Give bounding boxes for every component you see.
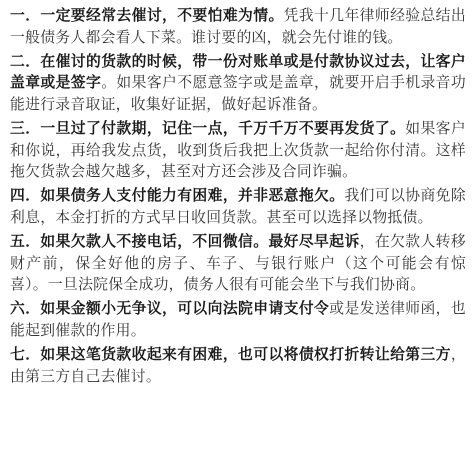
paragraph-5-text: ，在欠款人转移财产前，保全好他的房子、车子、与银行账户（这个可能会有惊喜）。一旦法院保全成功，债务人很有可能会坐下与我们协商。 (10, 232, 466, 294)
paragraph-1 (10, 5, 466, 48)
paragraph-2-number: 二． (10, 52, 41, 70)
paragraph-5 (10, 231, 466, 296)
paragraph-7-text: ，由第三方自己去催讨。 (10, 345, 466, 385)
paragraph-2-bold: 在催讨的货款的时候，带一份对账单或是付款协议过去，让客户盖章或是签字 (10, 52, 466, 92)
paragraph-7 (10, 344, 466, 387)
paragraph-4-bold: 如果债务人支付能力有困难，并非恶意拖欠。 (40, 187, 345, 205)
paragraph-1-bold: 一定要经常去催讨，不要怕难为情。 (40, 7, 284, 24)
paragraph-3 (10, 118, 466, 183)
paragraph-7-number: 七． (10, 345, 41, 363)
paragraph-4 (10, 185, 466, 228)
paragraph-6-number: 六． (10, 300, 41, 318)
paragraph-2-text: 。如果客户不愿意签字或是盖章，就要开启手机录音功能进行录音取证，收集好证据，做好起诉准备。 (10, 74, 466, 113)
paragraph-5-bold: 如果欠款人不接电话，不回微信。最好尽早起诉 (40, 232, 360, 250)
paragraph-3-number: 三． (10, 119, 41, 137)
paragraph-1-text: 凭我十几年律师经验总结出一般债务人都会看人下菜。谁讨要的凶，就会先付谁的钱。 (10, 7, 466, 46)
paragraph-7-bold: 如果这笔货款收起来有困难，也可以将债权打折转让给第三方 (40, 345, 451, 363)
paragraph-2 (10, 51, 466, 116)
paragraph-5-number: 五． (10, 232, 41, 250)
paragraph-6-text: 或是发送律师函，也能起到催款的作用。 (10, 300, 466, 339)
paragraph-4-text: 我们可以协商免除利息，本金打折的方式早日收回货款。甚至可以选择以物抵债。 (10, 187, 466, 226)
paragraph-4-number: 四． (10, 187, 41, 205)
paragraph-6 (10, 298, 466, 341)
paragraph-6-bold: 如果金额小无争议，可以向法院申请支付令 (40, 300, 330, 318)
paragraph-3-text: 如果客户和你说，再给我发点货，收到货后我把上次货款一起给你付清。这样拖欠货款会越欠越多，甚至对方还会涉及合同诈骗。 (10, 119, 466, 181)
paragraph-3-bold: 一旦过了付款期，记住一点，千万千万不要再发货了。 (40, 119, 406, 137)
paragraph-1-number: 一． (10, 7, 41, 24)
